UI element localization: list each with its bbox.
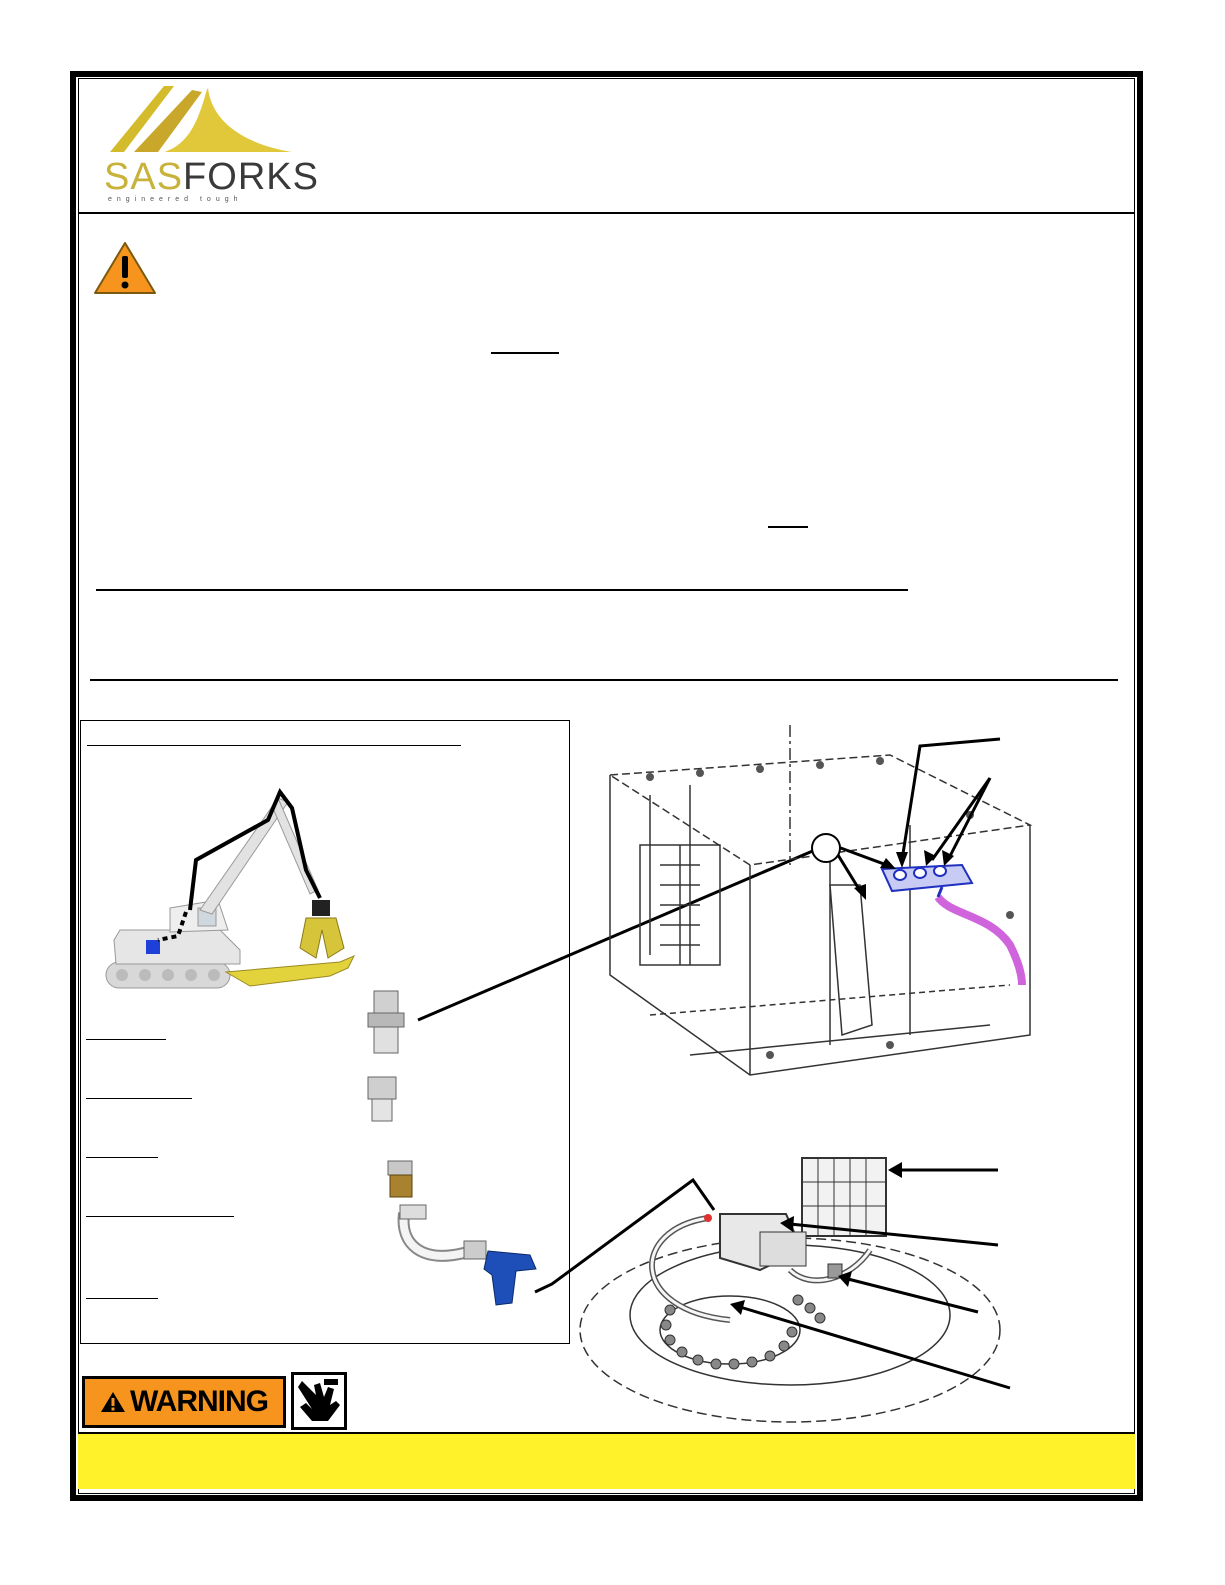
warning-triangle-icon xyxy=(100,1390,126,1414)
warning-label-text: WARNING xyxy=(130,1385,268,1418)
logo-tagline: engineered tough xyxy=(108,196,243,203)
hand-crush-icon xyxy=(291,1372,347,1430)
logo-sas: SAS xyxy=(104,156,184,198)
logo-forks: FORKS xyxy=(183,156,319,198)
warning-label xyxy=(82,1376,286,1428)
warning-footer-bar xyxy=(78,1432,1135,1489)
